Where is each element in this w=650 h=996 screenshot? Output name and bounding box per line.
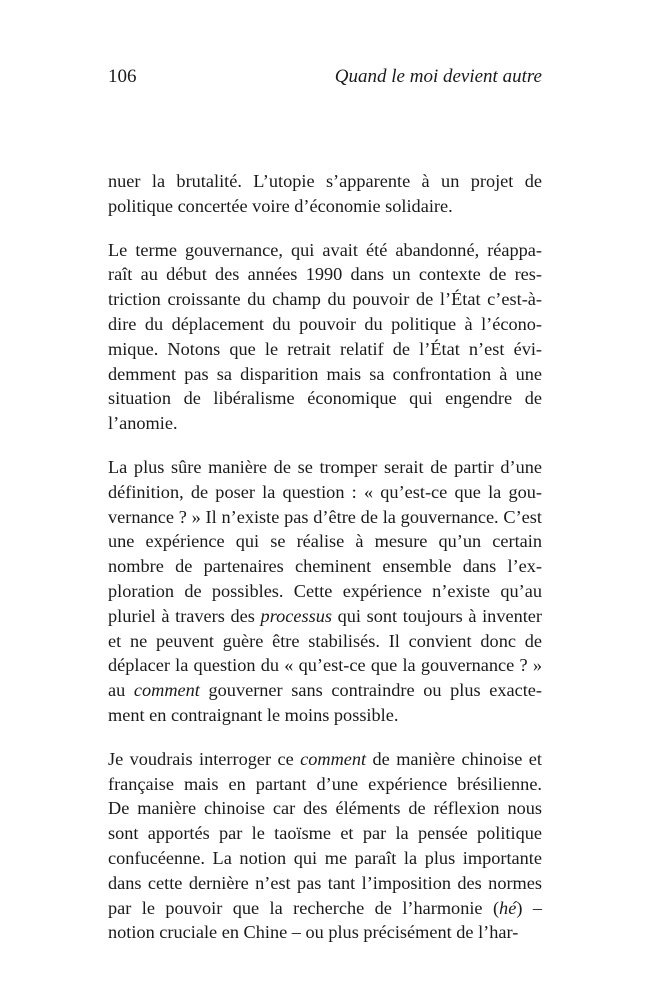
text-run: raît au début des années 1990 dans un contexte de res- xyxy=(108,264,542,285)
paragraph xyxy=(108,747,542,945)
text-run: Je voudrais interroger ce xyxy=(108,748,301,769)
text-run: sont apportés par le taoïsme et par la pensée politique xyxy=(108,823,542,844)
text-line xyxy=(108,846,542,871)
text-run: ment en contraignant le moins possible. xyxy=(108,704,399,725)
text-run: déplacer la question du « qu’est-ce que la gouvernance ? » xyxy=(108,655,542,676)
body-text xyxy=(108,169,542,964)
text-line xyxy=(108,455,542,480)
text-line xyxy=(108,896,542,921)
text-line xyxy=(108,262,542,287)
text-run: nuer la brutalité. L’utopie s’apparente à un projet de xyxy=(108,171,542,191)
italic-text: comment xyxy=(300,748,367,769)
text-run: française mais en partant d’une expérience brésilienne. xyxy=(108,773,542,794)
text-run: demment pas sa disparition mais sa confrontation à une xyxy=(108,363,542,384)
text-line xyxy=(108,629,542,654)
text-run: qui sont toujours à inventer xyxy=(331,605,542,626)
text-run: dire du déplacement du pouvoir du politique à l’écono- xyxy=(108,313,542,334)
text-run: vernance ? » Il n’existe pas d’être de la gouvernance. C’est xyxy=(108,506,542,527)
running-title: Quand le moi devient autre xyxy=(334,66,542,87)
text-line xyxy=(108,362,542,387)
text-line xyxy=(108,287,542,312)
paragraph xyxy=(108,169,542,219)
text-run: Le terme gouvernance, qui avait été abandonné, réappa- xyxy=(108,239,542,260)
text-run: définition, de poser la question : « qu’est-ce que la gou- xyxy=(108,481,542,502)
text-run: nombre de partenaires cheminent ensemble dans l’ex- xyxy=(108,556,542,577)
text-line xyxy=(108,505,542,530)
text-line xyxy=(108,653,542,678)
text-line xyxy=(108,238,542,263)
paragraph xyxy=(108,238,542,436)
text-line xyxy=(108,871,542,896)
text-run: situation de libéralisme économique qui engendre de xyxy=(108,388,542,409)
text-line xyxy=(108,411,542,436)
text-line xyxy=(108,821,542,846)
text-run: gouverner sans contraindre ou plus exacte- xyxy=(199,680,542,701)
text-line xyxy=(108,312,542,337)
italic-text: processus xyxy=(260,605,332,626)
text-run: ) – xyxy=(516,897,542,918)
text-run: par le pouvoir que la recherche de l’harmonie ( xyxy=(108,897,500,918)
text-line xyxy=(108,772,542,797)
text-run: l’anomie. xyxy=(108,413,178,434)
text-line xyxy=(108,337,542,362)
text-run: ploration de possibles. Cette expérience n’existe qu’au xyxy=(108,580,542,601)
text-run: et ne peuvent guère être stabilisés. Il convient donc de xyxy=(108,630,542,651)
text-run: de manière chinoise et xyxy=(366,748,542,769)
text-line xyxy=(108,796,542,821)
text-line xyxy=(108,529,542,554)
text-line xyxy=(108,194,542,219)
text-line xyxy=(108,747,542,772)
text-line xyxy=(108,386,542,411)
text-run: une expérience qui se réalise à mesure qu’un certain xyxy=(108,531,542,552)
italic-text: comment xyxy=(133,680,200,701)
text-line xyxy=(108,703,542,728)
text-line xyxy=(108,579,542,604)
running-header xyxy=(108,66,542,88)
page-number: 106 xyxy=(108,66,137,87)
text-line xyxy=(108,604,542,629)
text-run: La plus sûre manière de se tromper serait de partir d’une xyxy=(108,456,542,477)
text-run: politique concertée voire d’économie solidaire. xyxy=(108,195,453,216)
italic-text: hé xyxy=(499,897,517,918)
text-run: dans cette dernière n’est pas tant l’imposition des normes xyxy=(108,872,542,893)
text-run: triction croissante du champ du pouvoir de l’État c’est-à- xyxy=(108,289,542,310)
text-run: pluriel à travers des xyxy=(108,605,261,626)
text-line xyxy=(108,678,542,703)
text-line xyxy=(108,169,542,194)
paragraph xyxy=(108,455,542,728)
text-run: confucéenne. La notion qui me paraît la plus importante xyxy=(108,847,542,868)
text-run: mique. Notons que le retrait relatif de l’État n’est évi- xyxy=(108,338,542,359)
text-run: notion cruciale en Chine – ou plus précisément de l’har- xyxy=(108,922,519,943)
text-run: De manière chinoise car des éléments de réflexion nous xyxy=(108,798,542,819)
text-run: au xyxy=(108,680,134,701)
text-line xyxy=(108,554,542,579)
text-line xyxy=(108,480,542,505)
text-line xyxy=(108,920,542,945)
